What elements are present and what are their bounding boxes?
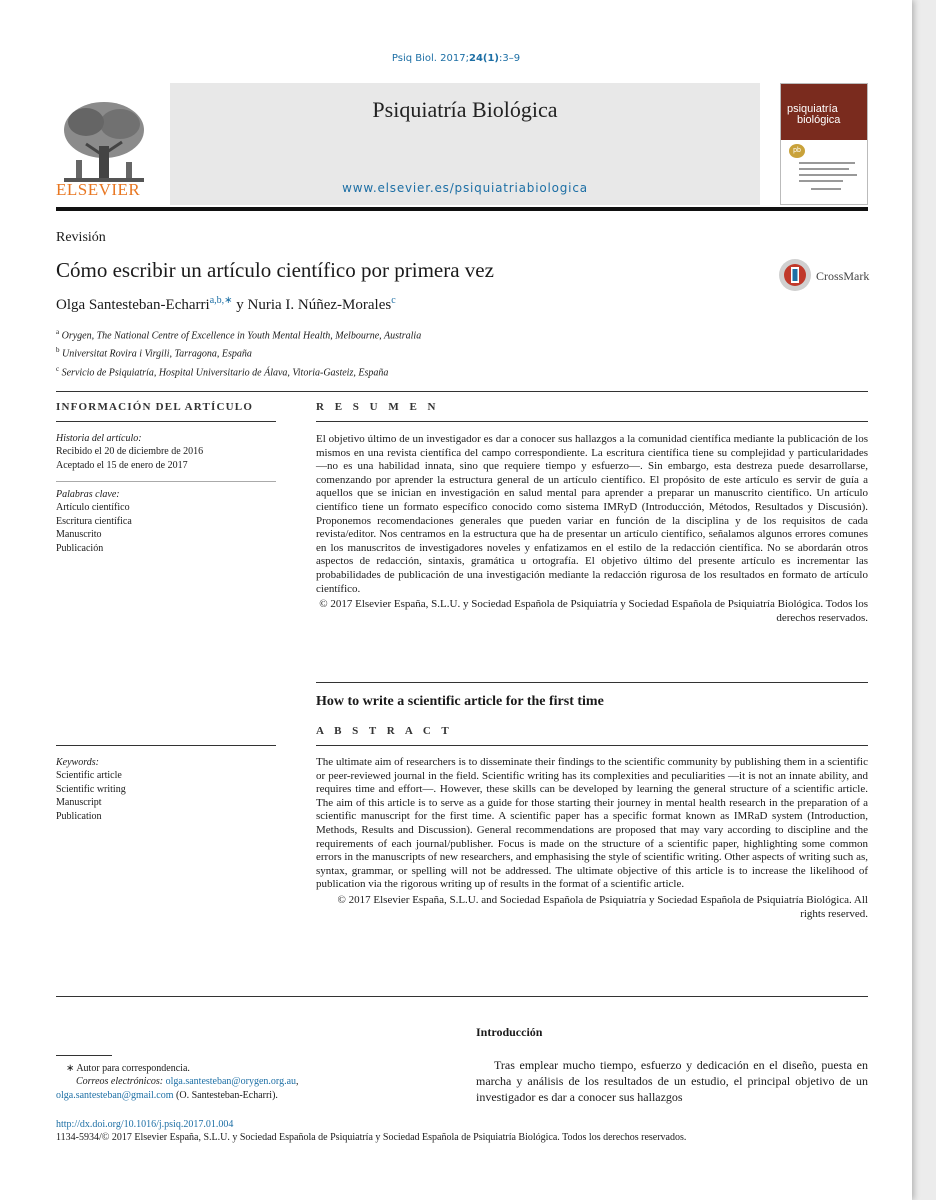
introduction-heading: Introducción — [476, 1025, 543, 1039]
doi-link[interactable]: http://dx.doi.org/10.1016/j.psiq.2017.01.004 — [56, 1119, 234, 1130]
cover-mark: pb — [789, 144, 805, 158]
article-info-heading: INFORMACIÓN DEL ARTÍCULO — [56, 401, 254, 413]
keyword: Publication — [56, 810, 102, 822]
crossmark-icon — [778, 258, 812, 292]
resumen-copyright: © 2017 Elsevier España, S.L.U. y Sociedad Española de Psiquiatría y Sociedad Española de Psiquiatría Biológica. Todos los derechos reservados. — [319, 598, 868, 624]
email-link-1[interactable]: olga.santesteban@orygen.org.au — [165, 1076, 297, 1088]
affiliation-b: $^b$ Universitat Rovira i Virgili, Tarragona, España — [56, 346, 252, 360]
journal-title: Psiquiatría Biológica — [372, 97, 558, 122]
divider — [56, 391, 868, 392]
abstract-text: The ultimate aim of researchers is to disseminate their findings to the scientific community by publishing them in a scientific or peer-reviewed journal in the field. Scientific writing has its complexities and peculiarities —it is not an innate ability, and requires time and effort—. However, these skills can be developed by learning the general structure of a scientific article. The aim of this article is to serve as a guide for those starting their journey in mental health research in the preparation of a scientific manuscript for the first time. A scientific paper has a specific format known as IMRaD system (Introduction, Methods, Results and Discussion). General recommendations are proposed that may vary according to discipline and the requirements of each journal/publisher. Focus is made on the structure of a scientific paper, highlighting some common errors in the manuscripts of new researchers, and emphasising the style of scientific writing. Other aspects of writing such as, syntax, grammar, or spelling will not be addressed. The ultimate objective of this article is to increase the likelihood of publication via the rigorous writing up of results in the format of a scientific article. © 2017 Elsevier España, S.L.U. and Sociedad Española de Psiquiatría y Sociedad Española de Psiquiatría Biológica. All rights reserved. — [316, 756, 868, 920]
cover-band: psiquiatría biológica — [781, 84, 867, 140]
article-history: Historia del artículo: Recibido el 20 de diciembre de 2016 Aceptado el 15 de enero de 2017 — [56, 432, 276, 472]
affiliation-c: $^c$ Servicio de Psiquiatría, Hospital Universitario de Álava, Vitoria-Gasteiz, España — [56, 364, 389, 378]
keyword: Manuscrito — [56, 529, 102, 541]
keyword: Scientific article — [56, 770, 122, 782]
affiliation-a: $^a$ Orygen, The National Centre of Excellence in Youth Mental Health, Melbourne, Australia — [56, 328, 422, 342]
accepted-date: Aceptado el 15 de enero de 2017 — [56, 459, 188, 471]
keyword: Manuscript — [56, 797, 102, 809]
author-1: Olga Santesteban-Echarri — [56, 297, 210, 313]
english-title: How to write a scientific article for the first time — [316, 694, 604, 709]
author-2: Nuria I. Núñez-Morales — [247, 297, 392, 313]
journal-masthead — [170, 83, 760, 205]
crossmark-badge[interactable]: CrossMark — [778, 258, 868, 294]
affiliations — [56, 325, 421, 380]
issn-copyright: 1134-5934/© 2017 Elsevier España, S.L.U. y Sociedad Española de Psiquiatría y Sociedad Española de Psiquiatría Biológica. Todos los derechos reservados. — [56, 1132, 687, 1143]
author-1-affiliation-ref[interactable]: a,b,∗ — [209, 295, 233, 306]
author-list: Olga Santesteban-Echarri$^{a,b,∗}$ y Nuria I. Núñez-Morales$^c$ — [56, 295, 396, 313]
corresponding-author-note: ∗ Autor para correspondencia. Correos electrónicos: olga.santesteban@orygen.org.au, olga.santesteban@gmail.com (O. Santesteban-Echarri). — [56, 1063, 299, 1101]
keyword: Scientific writing — [56, 783, 126, 795]
keyword: Publicación — [56, 542, 104, 554]
received-date: Recibido el 20 de diciembre de 2016 — [56, 446, 204, 458]
keywords-en: Keywords: Scientific article Scientific writing Manuscript Publication — [56, 756, 276, 823]
journal-citation[interactable]: Psiq Biol. 2017;24(1):3–9 — [391, 53, 521, 64]
email-link-2[interactable]: olga.santesteban@gmail.com — [56, 1089, 174, 1101]
keyword: Escritura científica — [56, 515, 132, 527]
journal-url-link[interactable]: www.elsevier.es/psiquiatriabiologica — [342, 181, 588, 195]
abstract-heading: A B S T R A C T — [316, 725, 453, 737]
publisher-name: ELSEVIER — [56, 180, 141, 199]
header-divider — [56, 207, 868, 211]
introduction-text: Tras emplear mucho tiempo, esfuerzo y dedicación en el diseño, puesta en marcha y análisis de los resultados de un estudio, el principal objetivo de un investigador es dar a conocer sus hallazgos — [476, 1058, 868, 1104]
article-title: Cómo escribir un artículo científico por primera vez — [56, 258, 494, 282]
journal-cover-thumbnail — [780, 83, 868, 205]
keywords-es: Palabras clave: Artículo científico Escritura científica Manuscrito Publicación — [56, 488, 276, 555]
resumen-text: El objetivo último de un investigador es dar a conocer sus hallazgos a la comunidad científica mediante la publicación de los mismos en una revista científica del campo correspondiente. La escritura científica tiene su complejidad y particularidades —no es una habilidad innata, sino que requiere tiempo y esfuerzo—. Sin embargo, esta destreza puede desarrollarse, comenzando por aprender la estructura general de un artículo científico. El propósito de este artículo es servir de guía a aquellos que se inician en investigación en salud mental para aprender a preparar un manuscrito científico. Un artículo científico tiene un formato específico conocido como sistema IMRyD (Introducción, Métodos, Resultados y Discusión). Proponemos recomendaciones generales que pueden variar en función de la disciplina y de los requisitos de cada revista/editor. Nos centramos en la estructura que ha de presentar un artículo científico, señalamos algunos errores comunes en los manuscritos de investigadores noveles y enfatizamos en el estilo de la redacción científica. No se abordarán otros aspectos de redacción, sintaxis, gramática u ortografía. El objetivo último del presente artículo es incrementar las probabilidades de publicación de una investigación mediante la redacción rigurosa de los resultados en formato de artículo científico. © 2017 Elsevier España, S.L.U. y Sociedad Española de Psiquiatría y Sociedad Española de Psiquiatría Biológica. Todos los derechos reservados. — [316, 433, 868, 624]
author-2-affiliation-ref[interactable]: c — [391, 295, 396, 306]
abstract-copyright: © 2017 Elsevier España, S.L.U. and Sociedad Española de Psiquiatría y Sociedad Española de Psiquiatría Biológica. All rights reserved. — [337, 893, 868, 920]
keyword: Artículo científico — [56, 502, 130, 514]
article-type: Revisión — [56, 230, 106, 245]
resumen-heading: R E S U M E N — [316, 401, 440, 413]
